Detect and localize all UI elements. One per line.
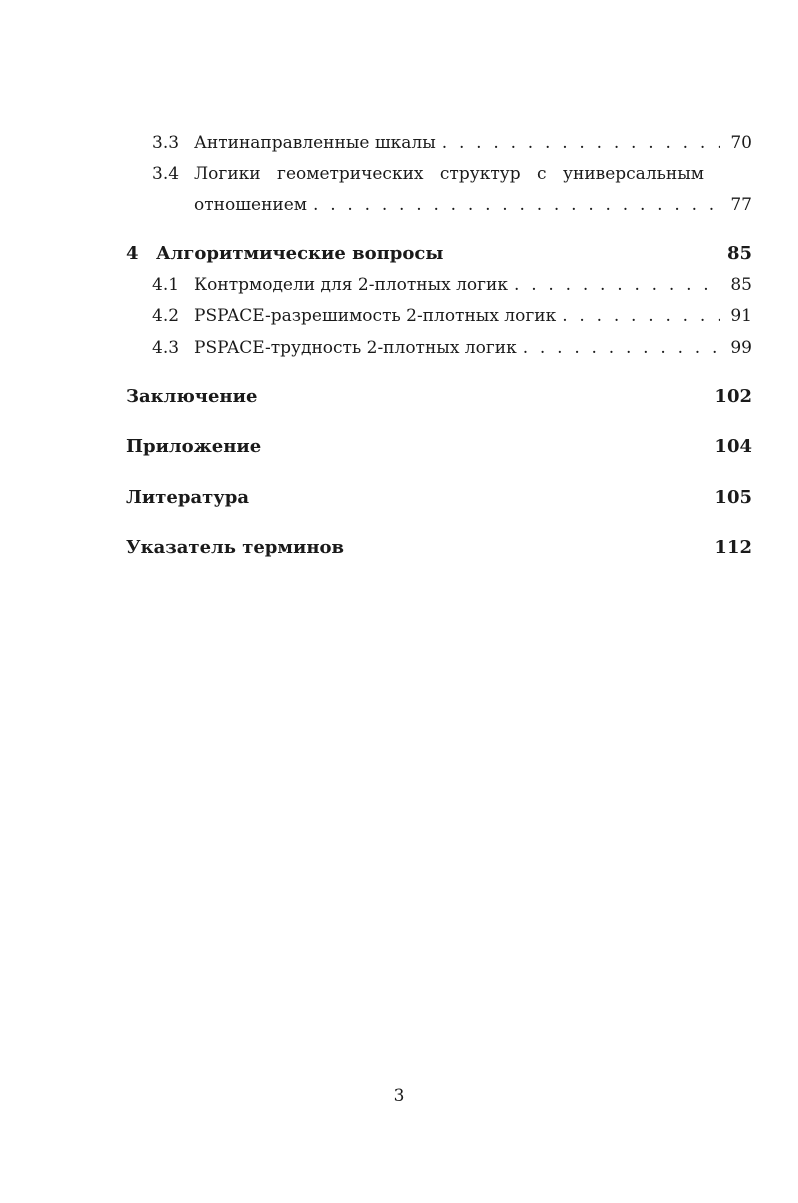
chapter-title: Алгоритмические вопросы bbox=[156, 243, 444, 264]
leader-dots bbox=[562, 306, 720, 326]
section-title: PSPACE-разрешимость 2-плотных логик bbox=[194, 306, 557, 326]
section-title-line-1 bbox=[194, 164, 704, 184]
title-word: Логики bbox=[194, 164, 261, 184]
page-number: 85 bbox=[726, 243, 752, 264]
chapter-title: Заключение bbox=[126, 386, 258, 407]
section-title: PSPACE-трудность 2-плотных логик bbox=[194, 338, 517, 358]
title-word: структур bbox=[439, 164, 521, 184]
section-number: 3.3 bbox=[152, 133, 180, 153]
page-number: 77 bbox=[730, 195, 752, 215]
leader-dots bbox=[514, 275, 720, 295]
toc-index[interactable] bbox=[126, 537, 752, 558]
toc-references[interactable] bbox=[126, 487, 752, 508]
chapter-title: Указатель терминов bbox=[126, 537, 345, 558]
toc-entry-4-1[interactable] bbox=[152, 275, 752, 295]
section-number: 4.1 bbox=[152, 275, 180, 295]
section-number: 3.4 bbox=[152, 164, 180, 184]
chapter-title: Приложение bbox=[126, 436, 262, 457]
toc-entry-4-2[interactable] bbox=[152, 306, 752, 326]
page-number: 112 bbox=[714, 537, 752, 558]
section-title: Антинаправленные шкалы bbox=[194, 133, 436, 153]
leader-dots bbox=[313, 195, 720, 215]
page-number: 99 bbox=[730, 338, 752, 358]
toc-appendix[interactable] bbox=[126, 436, 752, 457]
toc-conclusion[interactable] bbox=[126, 386, 752, 407]
page-footer-number: 3 bbox=[393, 1086, 405, 1106]
page-number: 91 bbox=[730, 306, 752, 326]
title-word: универсальным bbox=[562, 164, 704, 184]
leader-dots bbox=[523, 338, 720, 358]
page-number: 70 bbox=[730, 133, 752, 153]
section-number: 4.2 bbox=[152, 306, 180, 326]
section-title: Контрмодели для 2-плотных логик bbox=[194, 275, 509, 295]
toc-entry-3-4-continuation[interactable] bbox=[194, 195, 752, 215]
chapter-title: Литература bbox=[126, 487, 250, 508]
toc-entry-4-3[interactable] bbox=[152, 338, 752, 358]
title-word: с bbox=[537, 164, 547, 184]
page-number: 85 bbox=[730, 275, 752, 295]
page-number: 105 bbox=[714, 487, 752, 508]
toc-chapter-4[interactable] bbox=[126, 243, 752, 264]
leader-dots bbox=[442, 133, 720, 153]
page-number: 104 bbox=[714, 436, 752, 457]
section-title-line-2: отношением bbox=[194, 195, 308, 215]
section-number: 4.3 bbox=[152, 338, 180, 358]
page-number: 102 bbox=[714, 386, 752, 407]
chapter-number: 4 bbox=[126, 243, 139, 264]
title-word: геометрических bbox=[277, 164, 424, 184]
toc-entry-3-3[interactable] bbox=[152, 133, 752, 153]
